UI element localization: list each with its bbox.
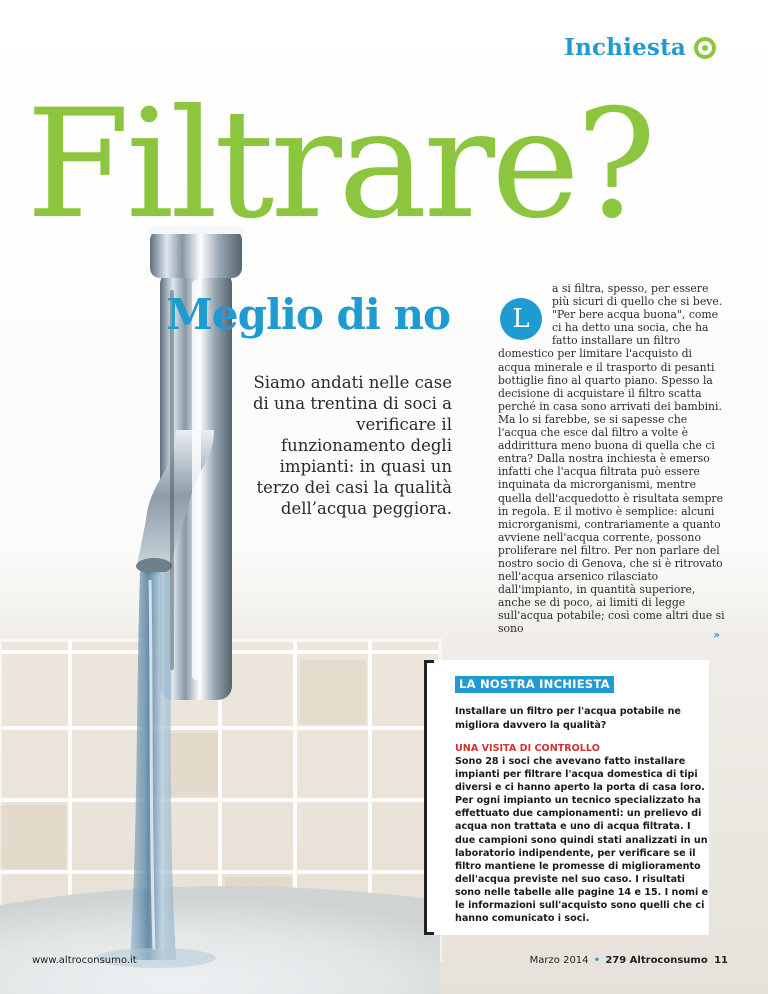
box-body: Sono 28 i soci che avevano fatto installare impianti per filtrare l'acqua domestica di tipi diversi e ci hanno aperto la porta di casa loro. Per ogni impianto un tecnico specializzato ha effettuato due campionamenti: un prelievo di acqua non trattata e uno di acqua filtrata. I due campioni sono quindi stati analizzati in un laboratorio indipendente, per verificare se il filtro mantiene le promesse di miglioramento dell'acqua previste nel suo caso. I risultati sono nelle tabelle alle pagine 14 e 15. I nomi e le informazioni sull'acquisto sono quelli che ci hanno comunicato i soci. [455,756,709,925]
box-title: LA NOSTRA INCHIESTA [455,676,614,693]
drop-cap: L [500,298,542,340]
footer-date: Marzo 2014 [529,955,589,966]
continue-arrow-icon: » [713,630,720,641]
footer-separator: • [593,955,601,966]
subheadline: Meglio di no [166,290,450,339]
box-question: Installare un filtro per l'acqua potabile ne migliora davvero la qualità? [455,706,681,731]
box-subheading: UNA VISITA DI CONTROLLO [455,743,600,754]
article-body: a si filtra, spesso, per essere più sicuri di quello che si beve. "Per bere acqua buona", come ci ha detto una socia, che ha fatto installare un filtro domestico per limitare l'acquisto di acqua minerale e il trasporto di pesanti bottiglie fino al quarto piano. Spesso la decisione di acquistare il filtro scatta perché in casa sono arrivati dei bambini. Ma lo si farebbe, se si sapesse che l'acqua che esce dal filtro a volte è addirittura meno buona di quella che ci entra? Dalla nostra inchiesta è emerso infatti che l'acqua filtrata può essere inquinata da microrganismi, mentre quella dell'acquedotto è risultata sempre in regola. E il motivo è semplice: alcuni microrganismi, contrariamente a quanto avviene nell'acqua corrente, possono proliferare nel filtro. Per non parlare del nostro socio di Genova, che si è ritrovato nell'acqua arsenico rilasciato dall'impianto, in quantità superiore, anche se di poco, ai limiti di legge sull'acqua potabile; così come altri due si sono [498,282,725,636]
section-tag [564,34,716,61]
page-number: 11 [714,955,728,966]
footer-website: www.altroconsumo.it [32,955,137,966]
inquiry-box [424,660,709,935]
article-column [498,282,726,636]
section-label: Inchiesta [564,34,686,61]
headline: Filtrare? [26,78,653,252]
footer-folio [530,955,728,966]
lede-paragraph: Siamo andati nelle case di una trentina di soci a verificare il funzionamento degli impianti: in quasi un terzo dei casi la qualità dell’acqua peggiora. [252,373,452,518]
ring-bullet-icon [694,37,716,59]
footer-issue: 279 Altroconsumo [605,955,708,966]
